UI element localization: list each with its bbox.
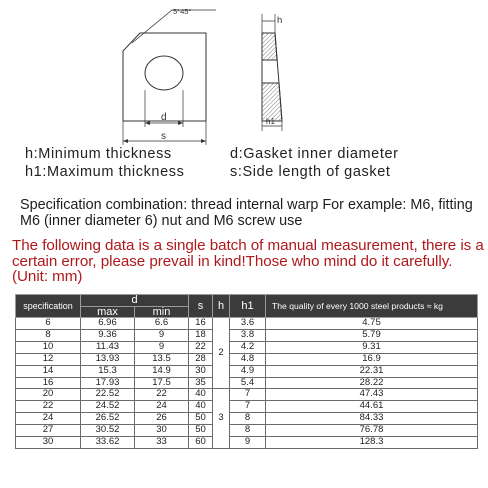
h1-label: h1: [266, 117, 275, 126]
cell-d-max: 24.52: [81, 401, 135, 413]
table-row: [16, 329, 478, 341]
cell-specification: 20: [16, 389, 81, 401]
washer-front-outline: [123, 33, 206, 121]
cell-s: 18: [189, 329, 213, 341]
cell-specification: 16: [16, 377, 81, 389]
cell-s: 28: [189, 353, 213, 365]
header-min: min: [135, 307, 189, 318]
specification-table: [15, 294, 478, 449]
cell-d-min: 9: [135, 329, 189, 341]
cell-s: 50: [189, 425, 213, 437]
cell-s: 60: [189, 437, 213, 449]
legend-d: d:Gasket inner diameter: [230, 146, 399, 162]
cell-quality-kg: 76.78: [266, 425, 478, 437]
cell-d-max: 17.93: [81, 377, 135, 389]
cell-s: 30: [189, 365, 213, 377]
cell-d-min: 30: [135, 425, 189, 437]
table-row: [16, 341, 478, 353]
cell-d-min: 17.5: [135, 377, 189, 389]
cell-specification: 27: [16, 425, 81, 437]
header-s: s: [189, 295, 213, 318]
header-quality: The quality of every 1000 steel products ≈ kg: [266, 295, 478, 318]
washer-drawing-svg: [0, 0, 488, 145]
cell-d-max: 13.93: [81, 353, 135, 365]
cell-specification: 8: [16, 329, 81, 341]
cell-quality-kg: 9.31: [266, 341, 478, 353]
cell-s: 50: [189, 413, 213, 425]
washer-side-hatch-bottom: [262, 83, 282, 121]
cell-s: 40: [189, 401, 213, 413]
cell-specification: 24: [16, 413, 81, 425]
cell-h1: 8: [230, 413, 266, 425]
table-row: [16, 389, 478, 401]
table-row: [16, 425, 478, 437]
cell-d-max: 9.36: [81, 329, 135, 341]
cell-d-min: 22: [135, 389, 189, 401]
cell-d-min: 13.5: [135, 353, 189, 365]
cell-d-min: 24: [135, 401, 189, 413]
cell-s: 40: [189, 389, 213, 401]
table-body: [16, 318, 478, 449]
cell-quality-kg: 4.75: [266, 318, 478, 330]
washer-side-hatch-top: [262, 33, 277, 60]
header-d: d: [81, 295, 189, 307]
h-dimension-line: [262, 14, 275, 33]
cell-d-max: 11.43: [81, 341, 135, 353]
combination-note: Specification combination: thread internal warp For example: M6, fitting M6 (inner diameter 6) nut and M6 screw use: [20, 197, 473, 229]
cell-quality-kg: 44.61: [266, 401, 478, 413]
table-row: [16, 365, 478, 377]
cell-d-max: 6.96: [81, 318, 135, 330]
table-row: [16, 377, 478, 389]
cell-h1: 7: [230, 401, 266, 413]
header-h1: h1: [230, 295, 266, 318]
cell-s: 16: [189, 318, 213, 330]
legend-h: h:Minimum thickness: [25, 146, 172, 162]
header-h: h: [213, 295, 230, 318]
table-row: [16, 353, 478, 365]
cell-specification: 22: [16, 401, 81, 413]
cell-h1: 5.4: [230, 377, 266, 389]
cell-h1: 7: [230, 389, 266, 401]
h-label: h: [277, 15, 283, 26]
washer-hole: [145, 56, 183, 90]
cell-h: 2: [213, 318, 230, 389]
cell-d-min: 14.9: [135, 365, 189, 377]
cell-specification: 14: [16, 365, 81, 377]
washer-technical-drawing: [0, 0, 488, 145]
measurement-warning: The following data is a single batch of manual measurement, there is a certain error, please prevail in kind!Those who mind do it carefully.(Unit: mm): [12, 237, 484, 286]
cell-h1: 4.2: [230, 341, 266, 353]
chamfer-label: 5*45°: [173, 7, 192, 16]
cell-specification: 12: [16, 353, 81, 365]
cell-specification: 10: [16, 341, 81, 353]
header-specification: specification: [16, 295, 81, 318]
cell-h1: 4.9: [230, 365, 266, 377]
cell-quality-kg: 5.79: [266, 329, 478, 341]
cell-s: 22: [189, 341, 213, 353]
legend-h1: h1:Maximum thickness: [25, 164, 185, 180]
cell-h1: 8: [230, 425, 266, 437]
cell-d-max: 26.52: [81, 413, 135, 425]
cell-d-max: 33.62: [81, 437, 135, 449]
cell-specification: 30: [16, 437, 81, 449]
cell-h1: 3.6: [230, 318, 266, 330]
cell-d-max: 15.3: [81, 365, 135, 377]
legend-s: s:Side length of gasket: [230, 164, 391, 180]
cell-d-min: 26: [135, 413, 189, 425]
cell-h1: 9: [230, 437, 266, 449]
cell-h1: 4.8: [230, 353, 266, 365]
cell-d-max: 30.52: [81, 425, 135, 437]
cell-quality-kg: 47.43: [266, 389, 478, 401]
header-max: max: [81, 307, 135, 318]
cell-quality-kg: 28.22: [266, 377, 478, 389]
cell-quality-kg: 16.9: [266, 353, 478, 365]
table-row: [16, 413, 478, 425]
cell-d-max: 22.52: [81, 389, 135, 401]
s-label: s: [161, 131, 166, 142]
table-row: [16, 318, 478, 330]
d-label: d: [161, 112, 167, 123]
cell-specification: 6: [16, 318, 81, 330]
cell-d-min: 9: [135, 341, 189, 353]
cell-quality-kg: 128.3: [266, 437, 478, 449]
cell-d-min: 6.6: [135, 318, 189, 330]
cell-d-min: 33: [135, 437, 189, 449]
cell-quality-kg: 22.31: [266, 365, 478, 377]
cell-h1: 3.8: [230, 329, 266, 341]
cell-h: 3: [213, 389, 230, 449]
table-row: [16, 437, 478, 449]
table-header-row: [16, 295, 478, 307]
cell-s: 35: [189, 377, 213, 389]
table-row: [16, 401, 478, 413]
cell-quality-kg: 84.33: [266, 413, 478, 425]
